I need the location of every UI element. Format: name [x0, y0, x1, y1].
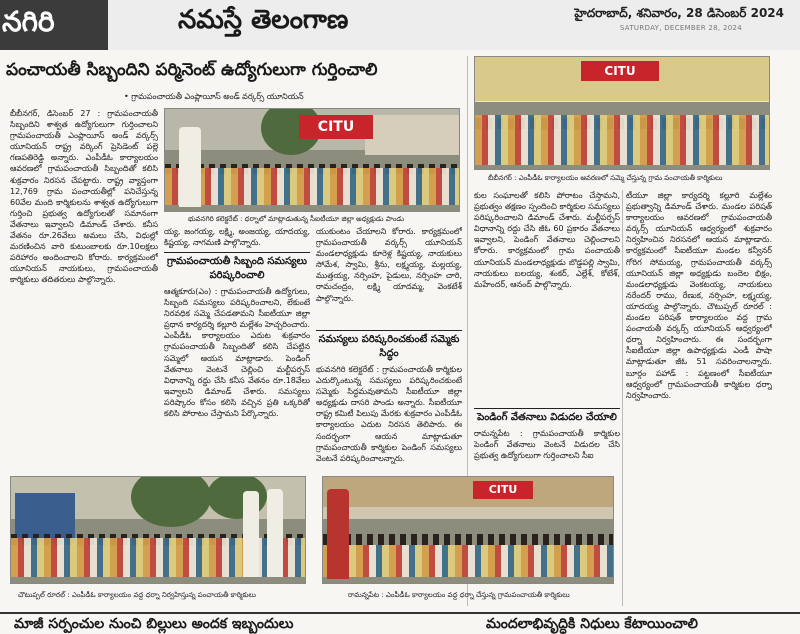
- column-divider: [622, 190, 623, 606]
- photo-building: [365, 115, 460, 155]
- photo-caption-4: రామన్నపేట : ఎంపీడీఓ కార్యాలయం వద్ద ధర్నా చేస్తున్న గ్రామపంచాయతీ కార్మికులు: [348, 591, 570, 599]
- photo-dharna-choutuppal: [10, 476, 306, 584]
- photo-building: [323, 477, 614, 507]
- photo-speaker: [327, 489, 349, 579]
- edition-name: నగిరి: [0, 0, 108, 50]
- photo-citu-banner: CITU: [473, 481, 533, 499]
- photo-dharna-ramannapet: [322, 476, 614, 584]
- photo-caption-1: భువనగిరి కలెక్టరేట్‌ : ధర్నాలో మాట్లాడుతున్న సీఐటీయూ జిల్లా అధ్యక్షుడు పాండు: [188, 215, 405, 223]
- photo-strike-bibinagar: [474, 56, 770, 170]
- photo-citu-banner: CITU: [299, 115, 373, 139]
- masthead: [0, 0, 800, 50]
- next-headline-right: మందలాభివృద్ధికి నిధులు కేటాయించాలి: [486, 616, 698, 632]
- photo-caption-2: బీబీనగర్‌ : ఎంపీడీఓ కార్యాలయం ఆవరణలో సమ్మె చేస్తున్న గ్రామ పంచాయతీ కార్మికులు: [488, 174, 723, 182]
- article-column-4: కుల సంఘాలతో కలిసి పోరాటం చేస్తామని, ప్రభుత్వం తక్షణం స్పందించి కార్మికుల సమస్యలు పరిష్కరించాలని డిమాండ్‌ చేశారు. మల్టీపర్పస్‌ విధానాన్ని రద్దు చేసి జీఓ 60 ప్రకారం వేతనాలు ఇవ్వాలని, పెండింగ్‌ వేతనాలు చెల్లించాలని కోరారు. కార్యక్రమంలో గ్రామ పంచాయతీ యూనియన్‌ మండలాధ్యక్షుడు బొడ్డపల్లి స్వామి, నాయకులు బలయ్య, శంకర్‌, ఎల్లేశ్‌, కోటేశ్‌, మహేందర్‌, ఆనంద్‌ పాల్గొన్నారు.: [474, 191, 620, 289]
- photo-caption-3: చౌటుప్పల్‌ రూరల్‌ : ఎంపీడీఓ కార్యాలయం వద్ద ధర్నా నిర్వహిస్తున్న పంచాయతీ కార్మికులు: [18, 591, 256, 599]
- article-column-1: బీబీనగర్‌, డిసెంబర్‌ 27 : గ్రామపంచాయతీ సిబ్బందిని శాశ్వత ఉద్యోగులుగా గుర్తించాలని గ్రామపంచాయతీ ఎంప్లాయీస్‌ అండ్‌ వర్కర్స్‌ యూనియన్‌ రాష్ట్ర వర్కింగ్‌ ప్రెసిడెంట్‌ పల్లె గణపతిరెడ్డి అన్నారు. ఎంపీడీఓ కార్యాలయం ఆవరణలో గ్రామపంచాయతీ సిబ్బందితో కలిసి శుక్రవారం నిరసన చేపట్టారు. రాష్ట్ర వ్యాప్తంగా 12,769 గ్రామ పంచాయతీల్లో పనిచేస్తున్న 60వేల మంది కార్మికులను శాశ్వత ఉద్యోగులుగా గుర్తించి ప్రభుత్వ ఉద్యోగులతో సమానంగా వేతనాలు ఇవ్వాలని డిమాండ్‌ చేశారు. కనీస వేతనం రూ.26వేలు అమలు చేసి, విధుల్లో మరణించిన వారి కుటుంబాలకు రూ.10లక్షలు పరిహారం అందించాలని కోరారు. కార్యక్రమంలో యూనియన్‌ నాయకులు, గ్రామపంచాయతీ కార్మికులు తదితరులు పాల్గొన్నారు.: [10, 109, 158, 285]
- next-headline-left: మాజీ సర్పంచుల నుంచి బిల్లులు అందక ఇబ్బందులు: [14, 616, 294, 632]
- photo-crowd: [323, 545, 613, 577]
- issue-date-english: SATURDAY, DECEMBER 28, 2024: [619, 24, 742, 32]
- article-headline: పంచాయతీ సిబ్బందిని పర్మినెంట్‌ ఉద్యోగులుగా గుర్తించాలి: [6, 60, 378, 80]
- sub-headline-2: సమస్యలు పరిష్కరించకుంటే సమ్మెకు సిద్ధం: [316, 330, 462, 361]
- photo-crowd: [165, 168, 459, 205]
- photo-crowd: [11, 538, 305, 576]
- sub-headline-3: పెండింగ్‌ వేతనాలు విడుదల చేయాలి: [474, 408, 620, 425]
- article-column-5: టీయూ జిల్లా కార్యదర్శి కల్లూరి మల్లేశం ప్రభుత్వాన్ని డిమాండ్‌ చేశారు. మండల పరిషత్‌ కార్యాలయం ఆవరణలో గ్రామపంచాయతీ వర్కర్స్‌ యూనియన్‌ ఆధ్వర్యంలో శుక్రవారం నిర్వహించిన నిరసనలో ఆయన మాట్లాడారు. కార్యక్రమంలో సీఐటీయూ మండల కన్వీనర్‌ గోరిగ సోమయ్య, గ్రామపంచాయతీ వర్కర్స్‌ యూనియన్‌ జిల్లా అధ్యక్షుడు బందెల భిక్షం, మండలాధ్యక్షుడు వెంకటయ్య, నాయకులు నరేందర్‌ రాము, రేణుక, నర్సింహ, లక్ష్మయ్య, యాదయ్య పాల్గొన్నారు. చౌటుప్పల్‌ రూరల్‌ : మండల పరిషత్‌ కార్యాలయం వద్ద గ్రామ పంచాయతీ వర్కర్స్‌ యూనియన్‌ ఆధ్వర్యంలో ధర్నా నిర్వహించారు. ఈ సందర్భంగా సీఐటీయూ జిల్లా ఉపాధ్యక్షుడు ఎండీ పాషా మాట్లాడుతూ జీఓ 51 సవరించాలన్నారు. బూర్గం పహాడ్‌ : పట్టణంలో సీఐటీయూ ఆధ్వర్యంలో గ్రామపంచాయతీ కార్మికుల ధర్నా నిర్వహించారు.: [626, 191, 772, 400]
- article-column-3: యుకుంటం చేయాలని కోరారు. కార్యక్రమంలో గ్రామపంచాయతీ వర్కర్స్‌ యూనియన్‌ మండలాధ్యక్షుడు కూరెళ్ల కిష్టయ్య, నాయకులు సోమేశ, స్వామి, శ్రీను, లక్ష్మయ్య, మల్లయ్య, ముత్తయ్య, నర్సింహ, పైడులు, నర్సింహ చారి, రామచంద్రం, లక్ష్మి యాదమ్మ, వెంకటేశ్‌ పాల్గొన్నారు.: [316, 227, 462, 303]
- photo-crowd: [475, 115, 769, 164]
- photo-speaker: [179, 127, 201, 207]
- photo-citu-banner: CITU: [581, 61, 659, 81]
- photo-speaker: [267, 489, 283, 577]
- page-banner: నమస్తే తెలంగాణ: [178, 5, 349, 35]
- article-subhead: • గ్రామపంచాయతీ ఎంప్లాయీస్‌ అండ్‌ వర్కర్స్‌ యూనియన్‌: [124, 92, 304, 101]
- article-column-3b: భువనగిరి కలెక్టరేట్‌ : గ్రామపంచాయతీ కార్మికుల ఎదుర్కొంటున్న సమస్యలు పరిష్కరించకుంటే సమ్మెకు సిద్ధమవుతామని సీఐటీయూ జిల్లా అధ్యక్షుడు దాసరి పాండు అన్నారు. సీఐటీయూ రాష్ట్ర కమిటీ పిలుపు మేరకు శుక్రవారం ఎంపీడీఓ కార్యాలయం ఎదుట నిరసన తెలిపారు. ఈ సందర్భంగా ఆయన మాట్లాడుతూ గ్రామపంచాయతీ కార్మికుల పెండింగ్‌ సమస్యలు వెంటనే పరిష్కరించాలన్నారు.: [316, 365, 462, 463]
- article-column-2b: ఆత్మకూరు(ఎం) : గ్రామపంచాయతీ ఉద్యోగులు, సిబ్బంది సమస్యలు పరిష్కరించాలని, లేకుంటే నిరవధిక సమ్మె చేపడతామని సీఐటీయూ జిల్లా ప్రధాన కార్యదర్శి కల్లూరి మల్లేశం హెచ్చరించారు. ఎంపీడీఓ కార్యాలయం ఎదుట శుక్రవారం గ్రామపంచాయతీ సిబ్బందితో కలిసి చేపట్టిన సమ్మెలో ఆయన మాట్లాడారు. పెండింగ్‌ వేతనాలు వెంటనే చెల్లించి మల్టీపర్పస్‌ విధానాన్ని రద్దు చేసి కనీస వేతనం రూ.18వేలు ఇవ్వాలని డిమాండ్‌ చేశారు. సమస్యలు పరిష్కారం కోసం కలిసి వచ్చిన ప్రతి ఒక్కరితో కలిసి పోరాటం చేస్తామని పేర్కొన్నారు.: [164, 287, 310, 419]
- article-column-2: య్య, జంగయ్య, లక్ష్మి, అంజయ్య, యాదయ్య, కిష్టయ్య, నాగమణి పాల్గొన్నారు.: [164, 227, 310, 248]
- sub-headline-1: గ్రామపంచాయతీ సిబ్బంది సమస్యలు పరిష్కరించాలి: [164, 252, 310, 283]
- issue-date: హైదరాబాద్‌, శనివారం, 28 డిసెంబర్‌ 2024: [574, 6, 784, 20]
- photo-speaker: [243, 491, 259, 577]
- photo-protest-collectorate: [164, 108, 460, 212]
- article-column-4b: రామన్నపేట : గ్రామపంచాయతీ కార్మికుల పెండింగ్‌ వేతనాలు వెంటనే విడుదల చేసి ప్రభుత్వ ఉద్యోగులుగా గుర్తించాలని సీఐ: [474, 429, 620, 461]
- photo-crowd-heads: [323, 534, 613, 545]
